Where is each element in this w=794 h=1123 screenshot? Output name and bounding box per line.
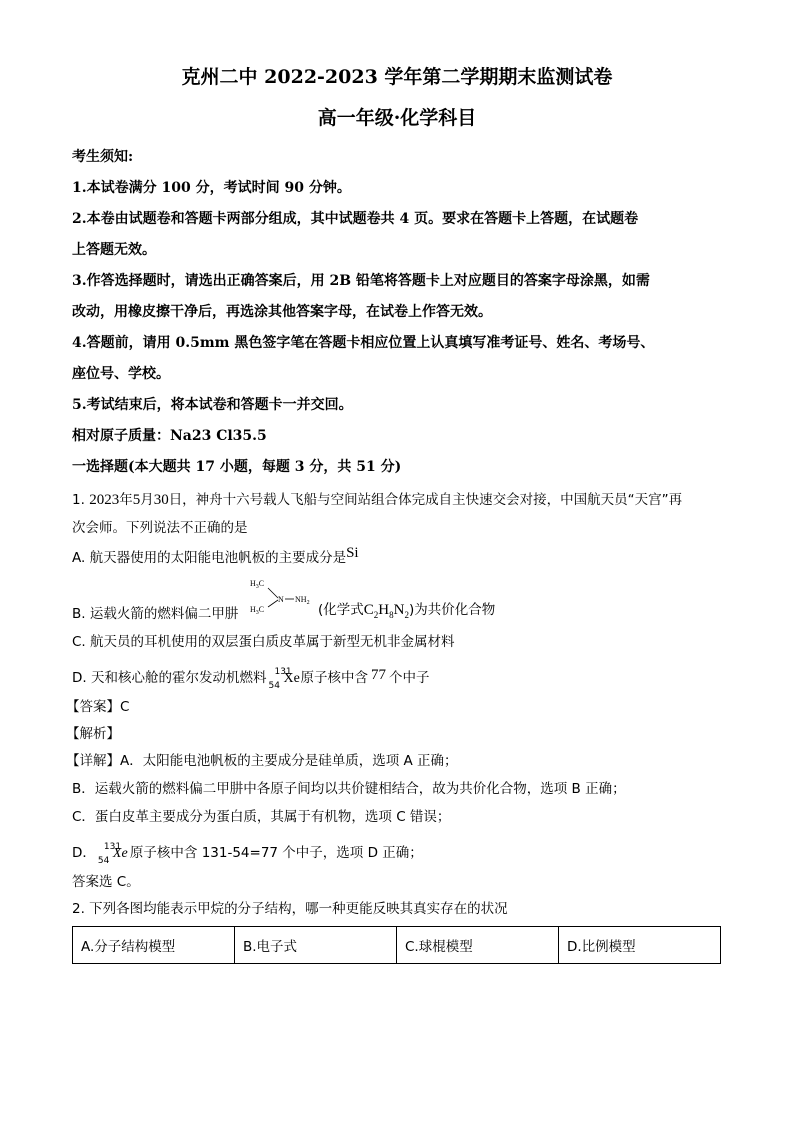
- q1-year: 2023: [89, 492, 120, 508]
- q1-option-b-formula-label: (化学式: [318, 602, 364, 618]
- q1-option-d-post: 个中子: [388, 670, 430, 686]
- q1-day: 30: [153, 492, 169, 508]
- q2-options-table: [72, 926, 721, 964]
- q2-option-b: B.电子式: [235, 927, 397, 964]
- q1-month-unit: 月: [140, 492, 154, 508]
- q1-year-unit: 年: [119, 492, 133, 508]
- q1-stem-rest: 日，神舟十六号载人飞船与空间站组合体完成自主快速交会对接，中国航天员“天宫”再: [168, 492, 683, 508]
- q1-stem-line2: 次会师。下列说法不正确的是: [72, 520, 248, 536]
- notice-item: 座位号、学校。: [72, 366, 170, 382]
- atomic-mass: 相对原子质量：Na23 Cl35.5: [72, 428, 267, 444]
- q1-option-d-number: 77: [370, 667, 386, 683]
- q1-option-d: [72, 667, 430, 691]
- detail-line: B．运载火箭的燃料偏二甲肼中各原子间均以共价键相结合，故为共价化合物，选项 B 正确；: [72, 781, 626, 797]
- xenon-nuclide: 131 54 Xe: [97, 842, 128, 866]
- notice-heading: 考生须知:: [72, 149, 134, 165]
- q2-option-c: C.球棍模型: [397, 927, 559, 964]
- q2-option-d: D.比例模型: [559, 927, 721, 964]
- q1-option-c: C. 航天员的耳机使用的双层蛋白质皮革属于新型无机非金属材料: [72, 634, 455, 650]
- q1-number: 1.: [72, 492, 85, 508]
- detail-line: C．蛋白皮革主要成分为蛋白质，其属于有机物，选项 C 错误；: [72, 809, 451, 825]
- q1-option-b-text: B. 运载火箭的燃料偏二甲肼: [72, 606, 239, 622]
- q1-option-a: [72, 545, 359, 568]
- svg-text:NH2: $NH_2$: [295, 595, 310, 606]
- analysis-label: 【解析】: [66, 726, 120, 742]
- q1-option-b: [72, 604, 238, 624]
- notice-item: 改动，用橡皮擦干净后，再选涂其他答案字母，在试卷上作答无效。: [72, 304, 492, 320]
- q1-option-d-text: D. 天和核心舱的霍尔发动机燃料: [72, 670, 267, 686]
- exam-title: 克州二中 2022-2023 学年第二学期期末监测试卷: [181, 66, 613, 88]
- answer-label: 【答案】C: [66, 699, 130, 715]
- detail-line-d: [72, 842, 423, 866]
- xenon-nuclide: 131 54 Xe: [268, 667, 300, 691]
- notice-item: 2.本卷由试题卷和答题卡两部分组成，其中试题卷共 4 页。要求在答题卡上答题，在试题卷: [72, 211, 639, 227]
- detail-line: 【详解】A．太阳能电池帆板的主要成分是硅单质，选项 A 正确；: [66, 753, 458, 769]
- svg-text:N: N: [278, 595, 284, 604]
- q1-month: 5: [132, 492, 141, 508]
- conclusion: 答案选 C。: [72, 874, 140, 890]
- q1-stem-line1: [72, 490, 682, 510]
- svg-text:H3C: $H_3C$: [250, 579, 265, 590]
- udmh-structure-image: [248, 578, 320, 616]
- q1-option-d-mid: 原子核中含: [300, 670, 368, 686]
- chemical-formula: $C_2H_8N_2$: [363, 602, 409, 620]
- exam-subtitle: 高一年级·化学科目: [317, 107, 477, 129]
- q1-option-b-suffix: )为共价化合物: [408, 602, 496, 618]
- notice-item: 3.作答选择题时，请选出正确答案后，用 2B 铅笔将答题卡上对应题目的答案字母涂黑，如需: [72, 273, 650, 289]
- notice-item: 上答题无效。: [72, 242, 156, 258]
- svg-text:H3C: $H_3C$: [250, 605, 265, 616]
- notice-item: 1.本试卷满分 100 分，考试时间 90 分钟。: [72, 180, 351, 196]
- q2-option-a: A.分子结构模型: [73, 927, 235, 964]
- q1-option-b-formula: [318, 600, 495, 620]
- detail-d-prefix: D．: [72, 845, 96, 861]
- notice-item: 4.答题前，请用 0.5mm 黑色签字笔在答题卡相应位置上认真填写准考证号、姓名、考场号、: [72, 335, 655, 351]
- q1-option-a-text: A. 航天器使用的太阳能电池帆板的主要成分是: [72, 550, 347, 566]
- q1-option-a-si: Si: [346, 545, 359, 561]
- notice-item: 5.考试结束后，将本试卷和答题卡一并交回。: [72, 397, 353, 413]
- q2-stem: 2. 下列各图均能表示甲烷的分子结构，哪一种更能反映其真实存在的状况: [72, 901, 508, 917]
- section-heading: 一选择题(本大题共 17 小题，每题 3 分，共 51 分): [72, 459, 402, 475]
- detail-d-text: 原子核中含 131-54=77 个中子，选项 D 正确；: [129, 845, 423, 861]
